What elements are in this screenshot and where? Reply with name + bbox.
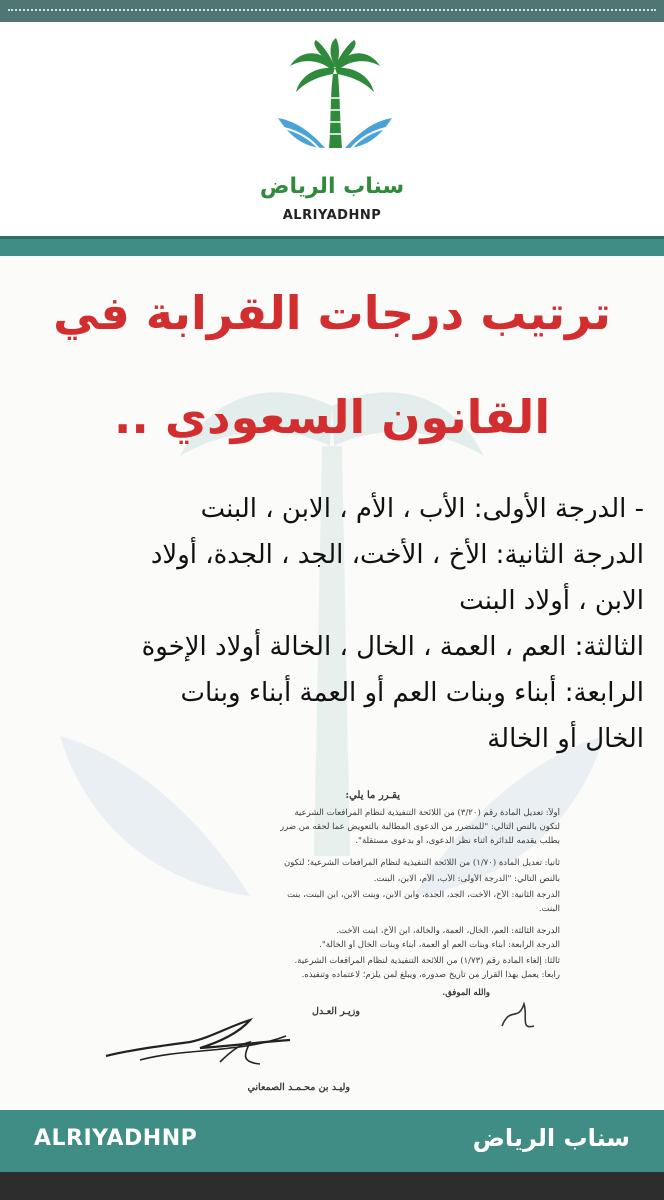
minister-name: وليـد بن محـمـد الصمعاني [247, 1082, 350, 1093]
decree-line: البنت. [538, 904, 560, 914]
decree-line: الدرجة الثانية: الأخ، الأخت، الجد، الجدة، وابن الابن، وبنت الابن، ابن البنت، بنت [287, 890, 560, 900]
decree-line: ثالثاً: إلغاء المادة رقم (١/٧٣) من اللائحة التنفيذية لنظام المرافعات الشرعية. [294, 956, 560, 966]
signature-mark [100, 1012, 300, 1076]
body-line: الرابعة: أبناء وبنات العم أو العمة أبناء وبنات [180, 678, 644, 708]
dotted-rule [8, 9, 656, 11]
header-divider [0, 236, 664, 256]
decree-line: أولاً: تعديل المادة رقم (٣/٢٠) من اللائحة التنفيذية لنظام المرافعات الشرعية [294, 808, 560, 818]
body-line: - الدرجة الأولى: الأب ، الأم ، الابن ، البنت [200, 494, 644, 524]
body-line: الثالثة: العم ، العمة ، الخال ، الخالة أولاد الإخوة [141, 632, 644, 662]
kinship-degrees-text [22, 486, 644, 762]
decree-line: بالنص التالي: "الدرجة الأولى: الأب، الأم، الابن، البنت. [373, 874, 560, 884]
title-line-2: القانون السعودي .. [113, 390, 551, 444]
decree-heading: يقـرر ما يلي: [345, 790, 400, 801]
body-line: الابن ، أولاد البنت [459, 586, 644, 616]
decree-line: الدرجة الرابعة: أبناء وبنات العم أو العمة، أبناء وبنات الخال أو الخالة". [319, 940, 560, 950]
decree-line: لتكون بالنص التالي: "للمتضرر من الدعوى المطالبة بالتعويض عما لحقه من ضرر [280, 822, 560, 832]
brand-name-arabic: سناب الرياض [259, 174, 405, 199]
bottom-band [0, 1172, 664, 1200]
footer-brand-arabic: سناب الرياض [472, 1124, 630, 1152]
body-line: الخال أو الخالة [487, 724, 644, 754]
story-content [0, 256, 664, 1112]
minister-title: وزيـر العـدل [312, 1006, 360, 1017]
body-line: الدرجة الثانية: الأخ ، الأخت، الجد ، الجدة، أولاد [150, 540, 644, 570]
decree-line: رابعاً: يعمل بهذا القرار من تاريخ صدوره، ويبلغ لمن يلزم؛ لاعتماده وتنفيذه. [301, 970, 560, 980]
decree-closing: والله الموفق. [442, 988, 490, 998]
brand-header [0, 22, 664, 236]
decree-line: الدرجة الثالثة: العم، الخال، العمة، والخالة، ابن الأخ، ابنت الأخت. [336, 926, 560, 936]
footer-brand-latin: ALRIYADHNP [34, 1126, 198, 1151]
title-line-1: ترتيب درجات القرابة في [53, 286, 611, 340]
palm-wings-logo-icon [270, 36, 400, 156]
footer-band [0, 1110, 664, 1172]
decree-line: ثانياً: تعديل المادة (١/٧٠) من اللائحة التنفيذية لنظام المرافعات الشرعية؛ لتكون [283, 858, 560, 868]
decree-line: بطلب يقدمه للدائرة أثناء نظر الدعوى، أو بدعوى مستقلة". [355, 836, 560, 846]
top-band [0, 0, 664, 22]
brand-name-latin: ALRIYADHNP [282, 208, 382, 223]
decree-document-scan [86, 790, 560, 1102]
handwritten-mark [498, 996, 538, 1036]
